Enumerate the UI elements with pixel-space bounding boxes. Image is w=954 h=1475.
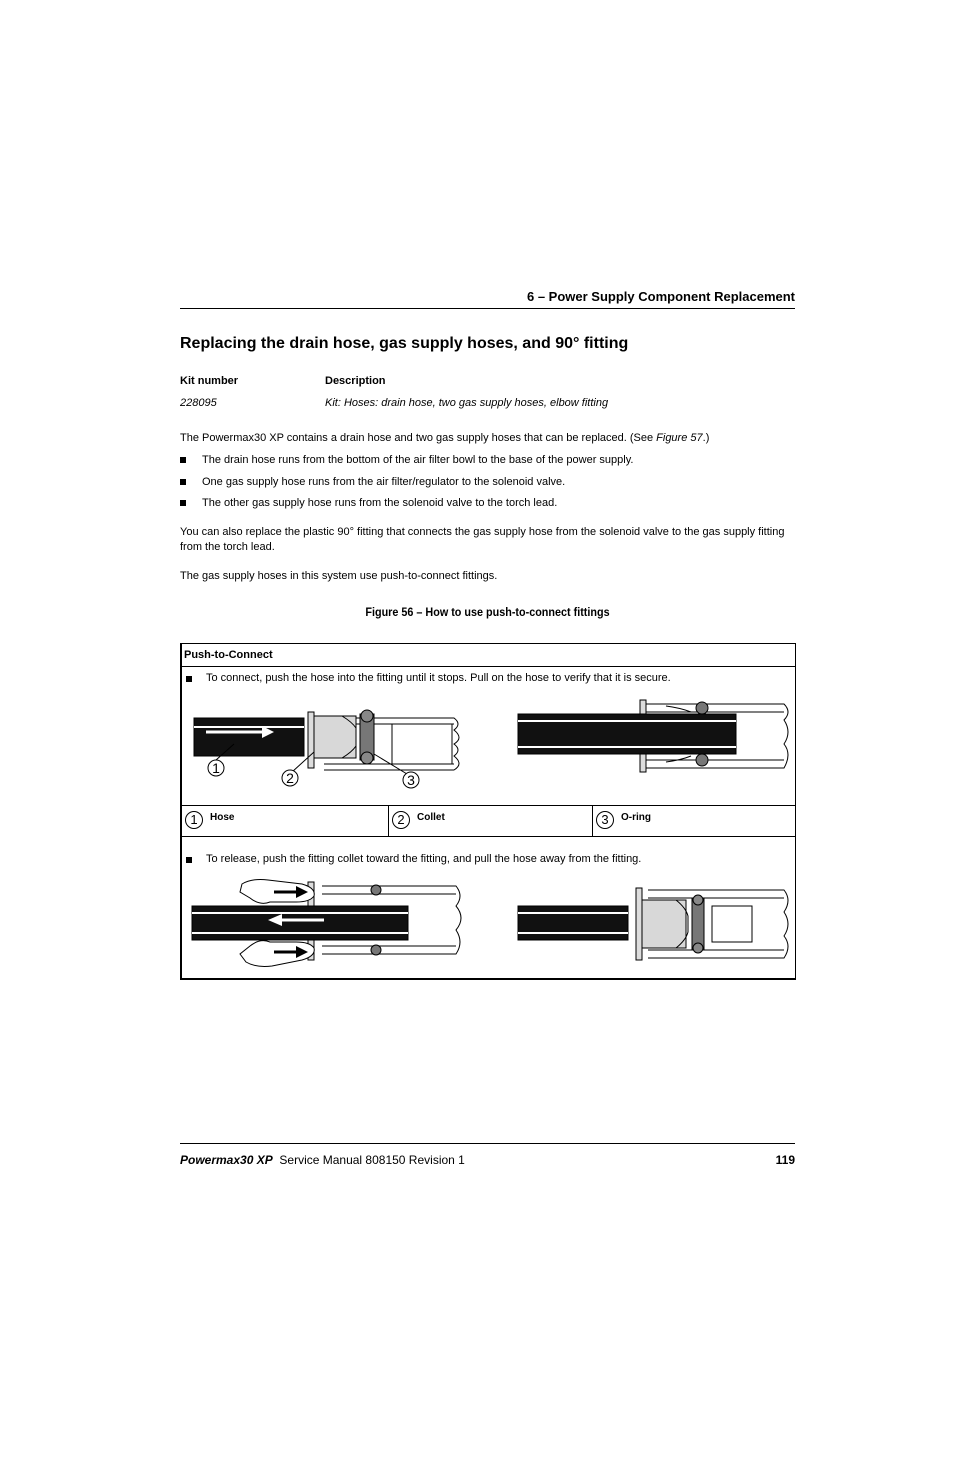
callout-2: 2 [286, 770, 294, 786]
callout-1: 1 [212, 760, 220, 776]
intro-paragraph: The Powermax30 XP contains a drain hose and two gas supply hoses that can be replaced. (See Figure 57.) [180, 432, 710, 444]
footer-manual-info [180, 1153, 465, 1167]
legend-label-hose: Hose [210, 812, 235, 823]
figure-caption: Figure 56 – How to use push-to-connect fittings [365, 605, 610, 619]
legend-number-1: 1 [185, 811, 203, 829]
release-diagram-separated [516, 882, 791, 972]
footer-product: Powermax30 XP [180, 1153, 273, 1167]
connect-diagram-after [516, 694, 791, 774]
header-rule [180, 308, 795, 309]
kit-table-cell-kit-number: 228095 [180, 397, 217, 409]
bullet-square-icon [186, 676, 192, 682]
connect-diagram-before [192, 694, 482, 804]
figure-reference: Figure 57 [656, 432, 703, 444]
section-title: Replacing the drain hose, gas supply hoses, and 90° fitting [180, 335, 629, 352]
legend-cell-o-ring [592, 806, 796, 836]
figure-box: Push-to-Connect To connect, push the hose into the fitting until it stops. Pull on the hose to verify that it is secure. 1 2 3 1 Hose 2 Collet 3 O-ring To release, push the fitting collet toward the fitting, and pull the hose away from the fitting. [180, 643, 796, 980]
callout-3: 3 [407, 772, 415, 788]
chapter-header: 6 – Power Supply Component Replacement [527, 289, 795, 304]
bullet-square-icon [186, 857, 192, 863]
figure-heading: Push-to-Connect [182, 644, 795, 667]
bullet-square-icon [180, 457, 186, 463]
legend-cell-collet [388, 806, 593, 836]
legend-row [182, 805, 795, 837]
release-diagram-hands [190, 872, 480, 977]
legend-label-o-ring: O-ring [621, 812, 651, 823]
push-to-connect-paragraph: The gas supply hoses in this system use push-to-connect fittings. [180, 570, 498, 582]
legend-number-3: 3 [596, 811, 614, 829]
footer-rule [180, 1143, 795, 1144]
kit-table-header-kit-number: Kit number [180, 375, 239, 387]
kit-table-cell-description: Kit: Hoses: drain hose, two gas supply hoses, elbow fitting [325, 397, 609, 409]
kit-table-header-description: Description [325, 375, 386, 387]
legend-cell-hose [182, 806, 388, 836]
page-number: 119 [775, 1153, 795, 1167]
legend-number-2: 2 [392, 811, 410, 829]
footer-manual: Service Manual 808150 Revision 1 [279, 1153, 465, 1167]
bullet-square-icon [180, 479, 186, 485]
fitting-paragraph: You can also replace the plastic 90° fitting that connects the gas supply hose from the solenoid valve to the gas supply fitting from the torch lead. [180, 526, 785, 553]
legend-label-collet: Collet [417, 812, 445, 823]
bullet-square-icon [180, 500, 186, 506]
